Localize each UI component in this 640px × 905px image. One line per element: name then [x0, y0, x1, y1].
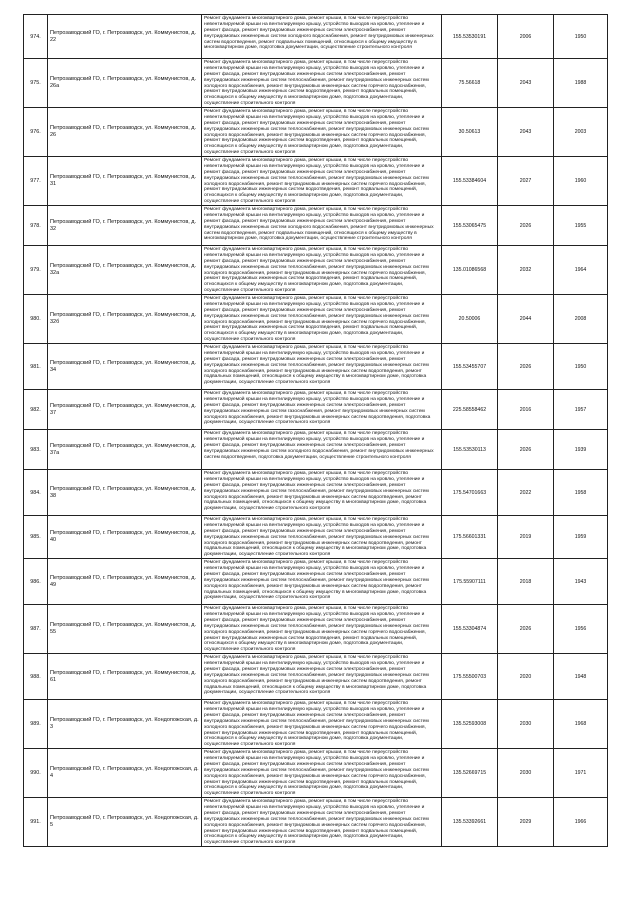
row-address: Петрозаводский ГО, г. Петрозаводск, ул. Коммунистов, д. 37 [48, 390, 202, 430]
row-address: Петрозаводский ГО, г. Петрозаводск, ул. Коммунистов, д. 61 [48, 654, 202, 700]
row-address: Петрозаводский ГО, г. Петрозаводск, ул. Коммунистов, д. 34 [48, 344, 202, 390]
row-cost: 30.50613 [442, 108, 498, 157]
row-cost: 175.55907111 [442, 559, 498, 605]
row-works: Ремонт фундамента многоквартирного дома, ремонт крыши, в том числе переустройство невентилируемой крыши на вентилируемую крышу, устройство выходов на кровлю, утепление и ремонт фасада, ремонт внутридомовых инженерных систем электроснабжения, ремонт внутридомовых инженерных систем холодного водоснабжения, ремонт внутридомовых инженерных систем водоотведения, ремонт подвальных помещений, относящихся к общему имуществу в многоквартирном доме, подготовка документации, осуществление строительного контроля [202, 15, 442, 59]
row-works: Ремонт фундамента многоквартирного дома, ремонт крыши, в том числе переустройство невентилируемой крыши на вентилируемую крышу, устройство выходов на кровлю, утепление и ремонт фасада, ремонт внутридомовых инженерных систем электроснабжения, ремонт внутридомовых инженерных систем холодного водоснабжения, ремонт внутридомовых инженерных систем водоотведения, ремонт подвальных помещений, относящихся к общему имуществу в многоквартирном доме, подготовка документации, осуществление строительного контроля [202, 206, 442, 246]
row-year-built: 1964 [554, 246, 608, 295]
row-works: Ремонт фундамента многоквартирного дома, ремонт крыши, в том числе переустройство невентилируемой крыши на вентилируемую крышу, устройство выходов на кровлю, утепление и ремонт фасада, ремонт внутридомовых инженерных систем электроснабжения, ремонт внутридомовых инженерных систем теплоснабжения, ремонт внутридомовых инженерных систем холодного водоснабжения, ремонт внутридомовых инженерных систем горячего водоснабжения, ремонт внутридомовых инженерных систем водоотведения, ремонт подвальных помещений, относящихся к общему имуществу в многоквартирном доме, подготовка документации, осуществление строительного контроля [202, 295, 442, 344]
row-year-built: 1943 [554, 559, 608, 605]
row-number: 978. [24, 206, 48, 246]
row-number: 981. [24, 344, 48, 390]
document-page [23, 14, 607, 847]
row-year-built: 1950 [554, 15, 608, 59]
row-works: Ремонт фундамента многоквартирного дома, ремонт крыши, в том числе переустройство невентилируемой крыши на вентилируемую крышу, устройство выходов на кровлю, утепление и ремонт фасада, ремонт внутридомовых инженерных систем электроснабжения, ремонт внутридомовых инженерных систем теплоснабжения, ремонт внутридомовых инженерных систем холодного водоснабжения, ремонт внутридомовых инженерных систем водоотведения, ремонт подвальных помещений, относящихся к общему имуществу в многоквартирном доме, подготовка документации, осуществление строительного контроля [202, 654, 442, 700]
row-number: 988. [24, 654, 48, 700]
row-cost: 75.56618 [442, 59, 498, 108]
row-year-plan: 2026 [498, 605, 554, 654]
row-year-built: 1968 [554, 700, 608, 749]
row-cost: 225.58558462 [442, 390, 498, 430]
row-number: 983. [24, 430, 48, 470]
row-year-plan: 2019 [498, 516, 554, 559]
row-address: Петрозаводский ГО, г. Петрозаводск, ул. Кондопожская, д. 3 [48, 700, 202, 749]
row-works: Ремонт фундамента многоквартирного дома, ремонт крыши, в том числе переустройство невентилируемой крыши на вентилируемую крышу, устройство выходов на кровлю, утепление и ремонт фасада, ремонт внутридомовых инженерных систем электроснабжения, ремонт внутридомовых инженерных систем теплоснабжения, ремонт внутридомовых инженерных систем холодного водоснабжения, ремонт внутридомовых инженерных систем горячего водоснабжения, ремонт внутридомовых инженерных систем водоотведения, ремонт подвальных помещений, относящихся к общему имуществу в многоквартирном доме, подготовка документации, осуществление строительного контроля [202, 108, 442, 157]
row-number: 979. [24, 246, 48, 295]
row-address: Петрозаводский ГО, г. Петрозаводск, ул. Коммунистов, д. 32 [48, 206, 202, 246]
row-year-built: 1988 [554, 59, 608, 108]
row-cost: 155.53455707 [442, 344, 498, 390]
row-address: Петрозаводский ГО, г. Петрозаводск, ул. Коммунистов, д. 26 [48, 108, 202, 157]
row-year-plan: 2016 [498, 390, 554, 430]
row-year-built: 1971 [554, 749, 608, 798]
table-row [24, 749, 608, 798]
row-number: 986. [24, 559, 48, 605]
row-works: Ремонт фундамента многоквартирного дома, ремонт крыши, в том числе переустройство невентилируемой крыши на вентилируемую крышу, устройство выходов на кровлю, утепление и ремонт фасада, ремонт внутридомовых инженерных систем электроснабжения, ремонт внутридомовых инженерных систем холодного водоснабжения, ремонт внутридомовых инженерных систем водоотведения, подготовка документации, осуществление строительного контроля [202, 430, 442, 470]
row-year-built: 1959 [554, 516, 608, 559]
row-year-plan: 2027 [498, 157, 554, 206]
row-address: Петрозаводский ГО, г. Петрозаводск, ул. Коммунистов, д. 37а [48, 430, 202, 470]
row-cost: 155.53530113 [442, 430, 498, 470]
row-year-plan: 2044 [498, 295, 554, 344]
row-number: 976. [24, 108, 48, 157]
row-year-plan: 2026 [498, 206, 554, 246]
row-address: Петрозаводский ГО, г. Петрозаводск, ул. Коммунистов, д. 22 [48, 15, 202, 59]
table-row [24, 344, 608, 390]
row-works: Ремонт фундамента многоквартирного дома, ремонт крыши, в том числе переустройство невентилируемой крыши на вентилируемую крышу, устройство выходов на кровлю, утепление и ремонт фасада, ремонт внутридомовых инженерных систем электроснабжения, ремонт внутридомовых инженерных систем теплоснабжения, ремонт внутридомовых инженерных систем холодного водоснабжения, ремонт внутридомовых инженерных систем горячего водоснабжения, ремонт внутридомовых инженерных систем водоотведения, ремонт подвальных помещений, относящихся к общему имуществу в многоквартирном доме, подготовка документации, осуществление строительного контроля [202, 700, 442, 749]
row-cost: 135.52593008 [442, 700, 498, 749]
row-year-built: 2003 [554, 108, 608, 157]
table-row [24, 798, 608, 847]
row-number: 991. [24, 798, 48, 847]
row-works: Ремонт фундамента многоквартирного дома, ремонт крыши, в том числе переустройство невентилируемой крыши на вентилируемую крышу, устройство выходов на кровлю, утепление и ремонт фасада, ремонт внутридомовых инженерных систем электроснабжения, ремонт внутридомовых инженерных систем теплоснабжения, ремонт внутридомовых инженерных систем холодного водоснабжения, ремонт внутридомовых инженерных систем водоотведения, ремонт подвальных помещений, относящихся к общему имуществу в многоквартирном доме, подготовка документации, осуществление строительного контроля [202, 516, 442, 559]
table-row [24, 108, 608, 157]
row-works: Ремонт фундамента многоквартирного дома, ремонт крыши, в том числе переустройство невентилируемой крыши на вентилируемую крышу, устройство выходов на кровлю, утепление и ремонт фасада, ремонт внутридомовых инженерных систем электроснабжения, ремонт внутридомовых инженерных систем газоснабжения, ремонт внутридомовых инженерных систем холодного водоснабжения, ремонт внутридомовых инженерных систем водоотведения, подготовка документации, осуществление строительного контроля [202, 390, 442, 430]
row-address: Петрозаводский ГО, г. Петрозаводск, ул. Коммунистов, д. 32б [48, 295, 202, 344]
row-year-plan: 2030 [498, 749, 554, 798]
row-number: 975. [24, 59, 48, 108]
table-row [24, 654, 608, 700]
row-address: Петрозаводский ГО, г. Петрозаводск, ул. Коммунистов, д. 32а [48, 246, 202, 295]
row-works: Ремонт фундамента многоквартирного дома, ремонт крыши, в том числе переустройство невентилируемой крыши на вентилируемую крышу, устройство выходов на кровлю, утепление и ремонт фасада, ремонт внутридомовых инженерных систем электроснабжения, ремонт внутридомовых инженерных систем теплоснабжения, ремонт внутридомовых инженерных систем холодного водоснабжения, ремонт внутридомовых инженерных систем горячего водоснабжения, ремонт внутридомовых инженерных систем водоотведения, ремонт подвальных помещений, относящихся к общему имуществу в многоквартирном доме, подготовка документации, осуществление строительного контроля [202, 749, 442, 798]
row-year-built: 1956 [554, 605, 608, 654]
row-year-plan: 2043 [498, 108, 554, 157]
row-year-plan: 2029 [498, 798, 554, 847]
row-works: Ремонт фундамента многоквартирного дома, ремонт крыши, в том числе переустройство невентилируемой крыши на вентилируемую крышу, устройство выходов на кровлю, утепление и ремонт фасада, ремонт внутридомовых инженерных систем электроснабжения, ремонт внутридомовых инженерных систем теплоснабжения, ремонт внутридомовых инженерных систем холодного водоснабжения, ремонт внутридомовых инженерных систем горячего водоснабжения, ремонт внутридомовых инженерных систем водоотведения, ремонт подвальных помещений, относящихся к общему имуществу в многоквартирном доме, подготовка документации, осуществление строительного контроля [202, 157, 442, 206]
row-works: Ремонт фундамента многоквартирного дома, ремонт крыши, в том числе переустройство невентилируемой крыши на вентилируемую крышу, устройство выходов на кровлю, утепление и ремонт фасада, ремонт внутридомовых инженерных систем электроснабжения, ремонт внутридомовых инженерных систем теплоснабжения, ремонт внутридомовых инженерных систем холодного водоснабжения, ремонт внутридомовых инженерных систем водоотведения, ремонт подвальных помещений, относящихся к общему имуществу в многоквартирном доме, подготовка документации, осуществление строительного контроля [202, 559, 442, 605]
row-works: Ремонт фундамента многоквартирного дома, ремонт крыши, в том числе переустройство невентилируемой крыши на вентилируемую крышу, устройство выходов на кровлю, утепление и ремонт фасада, ремонт внутридомовых инженерных систем электроснабжения, ремонт внутридомовых инженерных систем теплоснабжения, ремонт внутридомовых инженерных систем холодного водоснабжения, ремонт внутридомовых инженерных систем водоотведения, ремонт подвальных помещений, относящихся к общему имуществу в многоквартирном доме, подготовка документации, осуществление строительного контроля [202, 470, 442, 516]
row-address: Петрозаводский ГО, г. Петрозаводск, ул. Коммунистов, д. 40 [48, 516, 202, 559]
table-row [24, 430, 608, 470]
row-cost: 135.53392661 [442, 798, 498, 847]
row-number: 977. [24, 157, 48, 206]
row-works: Ремонт фундамента многоквартирного дома, ремонт крыши, в том числе переустройство невентилируемой крыши на вентилируемую крышу, устройство выходов на кровлю, утепление и ремонт фасада, ремонт внутридомовых инженерных систем электроснабжения, ремонт внутридомовых инженерных систем теплоснабжения, ремонт внутридомовых инженерных систем холодного водоснабжения, ремонт внутридомовых инженерных систем водоотведения, ремонт подвальных помещений, относящихся к общему имуществу в многоквартирном доме, подготовка документации, осуществление строительного контроля [202, 344, 442, 390]
row-number: 985. [24, 516, 48, 559]
row-number: 989. [24, 700, 48, 749]
row-year-built: 1950 [554, 344, 608, 390]
table-row [24, 516, 608, 559]
row-cost: 155.53530191 [442, 15, 498, 59]
table-row [24, 470, 608, 516]
row-works: Ремонт фундамента многоквартирного дома, ремонт крыши, в том числе переустройство невентилируемой крыши на вентилируемую крышу, устройство выходов на кровлю, утепление и ремонт фасада, ремонт внутридомовых инженерных систем электроснабжения, ремонт внутридомовых инженерных систем теплоснабжения, ремонт внутридомовых инженерных систем холодного водоснабжения, ремонт внутридомовых инженерных систем горячего водоснабжения, ремонт внутридомовых инженерных систем водоотведения, ремонт подвальных помещений, относящихся к общему имуществу в многоквартирном доме, подготовка документации, осуществление строительного контроля [202, 59, 442, 108]
row-address: Петрозаводский ГО, г. Петрозаводск, ул. Кондопожская, д. 5 [48, 798, 202, 847]
row-year-plan: 2022 [498, 470, 554, 516]
row-year-plan: 2032 [498, 246, 554, 295]
row-works: Ремонт фундамента многоквартирного дома, ремонт крыши, в том числе переустройство невентилируемой крыши на вентилируемую крышу, устройство выходов на кровлю, утепление и ремонт фасада, ремонт внутридомовых инженерных систем электроснабжения, ремонт внутридомовых инженерных систем теплоснабжения, ремонт внутридомовых инженерных систем холодного водоснабжения, ремонт внутридомовых инженерных систем горячего водоснабжения, ремонт внутридомовых инженерных систем водоотведения, ремонт подвальных помещений, относящихся к общему имуществу в многоквартирном доме, подготовка документации, осуществление строительного контроля [202, 798, 442, 847]
row-address: Петрозаводский ГО, г. Петрозаводск, ул. Коммунистов, д. 55 [48, 605, 202, 654]
row-number: 990. [24, 749, 48, 798]
row-works: Ремонт фундамента многоквартирного дома, ремонт крыши, в том числе переустройство невентилируемой крыши на вентилируемую крышу, устройство выходов на кровлю, утепление и ремонт фасада, ремонт внутридомовых инженерных систем электроснабжения, ремонт внутридомовых инженерных систем теплоснабжения, ремонт внутридомовых инженерных систем холодного водоснабжения, ремонт внутридомовых инженерных систем горячего водоснабжения, ремонт внутридомовых инженерных систем водоотведения, ремонт подвальных помещений, относящихся к общему имуществу в многоквартирном доме, подготовка документации, осуществление строительного контроля [202, 605, 442, 654]
table-row [24, 559, 608, 605]
row-cost: 155.53384604 [442, 157, 498, 206]
row-year-built: 1957 [554, 390, 608, 430]
row-year-built: 1939 [554, 430, 608, 470]
row-address: Петрозаводский ГО, г. Петрозаводск, ул. Коммунистов, д. 49 [48, 559, 202, 605]
row-year-built: 1958 [554, 470, 608, 516]
row-number: 980. [24, 295, 48, 344]
row-address: Петрозаводский ГО, г. Петрозаводск, ул. Коммунистов, д. 26а [48, 59, 202, 108]
table-row [24, 157, 608, 206]
row-cost: 175.54701663 [442, 470, 498, 516]
row-cost: 175.56601331 [442, 516, 498, 559]
row-cost: 155.53304874 [442, 605, 498, 654]
row-address: Петрозаводский ГО, г. Петрозаводск, ул. Коммунистов, д. 38 [48, 470, 202, 516]
row-address: Петрозаводский ГО, г. Петрозаводск, ул. Кондопожская, д. 4 [48, 749, 202, 798]
table-row [24, 59, 608, 108]
table-row [24, 700, 608, 749]
table-row [24, 15, 608, 59]
row-year-plan: 2020 [498, 654, 554, 700]
row-cost: 135.01086568 [442, 246, 498, 295]
row-number: 984. [24, 470, 48, 516]
row-cost: 155.53065475 [442, 206, 498, 246]
row-year-built: 1960 [554, 157, 608, 206]
row-cost: 175.55500703 [442, 654, 498, 700]
row-year-built: 1948 [554, 654, 608, 700]
row-number: 982. [24, 390, 48, 430]
row-year-plan: 2026 [498, 430, 554, 470]
table-row [24, 390, 608, 430]
row-year-plan: 2018 [498, 559, 554, 605]
row-year-plan: 2006 [498, 15, 554, 59]
row-address: Петрозаводский ГО, г. Петрозаводск, ул. Коммунистов, д. 31 [48, 157, 202, 206]
row-year-plan: 2043 [498, 59, 554, 108]
table-row [24, 605, 608, 654]
capital-repair-table [23, 14, 608, 847]
row-year-built: 1955 [554, 206, 608, 246]
row-year-built: 2008 [554, 295, 608, 344]
row-works: Ремонт фундамента многоквартирного дома, ремонт крыши, в том числе переустройство невентилируемой крыши на вентилируемую крышу, устройство выходов на кровлю, утепление и ремонт фасада, ремонт внутридомовых инженерных систем электроснабжения, ремонт внутридомовых инженерных систем теплоснабжения, ремонт внутридомовых инженерных систем холодного водоснабжения, ремонт внутридомовых инженерных систем горячего водоснабжения, ремонт внутридомовых инженерных систем водоотведения, ремонт подвальных помещений, относящихся к общему имуществу в многоквартирном доме, подготовка документации, осуществление строительного контроля [202, 246, 442, 295]
table-row [24, 295, 608, 344]
table-body [24, 15, 608, 847]
row-cost: 20.50006 [442, 295, 498, 344]
row-year-plan: 2030 [498, 700, 554, 749]
row-year-built: 1966 [554, 798, 608, 847]
row-number: 987. [24, 605, 48, 654]
table-row [24, 206, 608, 246]
row-year-plan: 2026 [498, 344, 554, 390]
row-cost: 135.52669715 [442, 749, 498, 798]
table-row [24, 246, 608, 295]
row-number: 974. [24, 15, 48, 59]
